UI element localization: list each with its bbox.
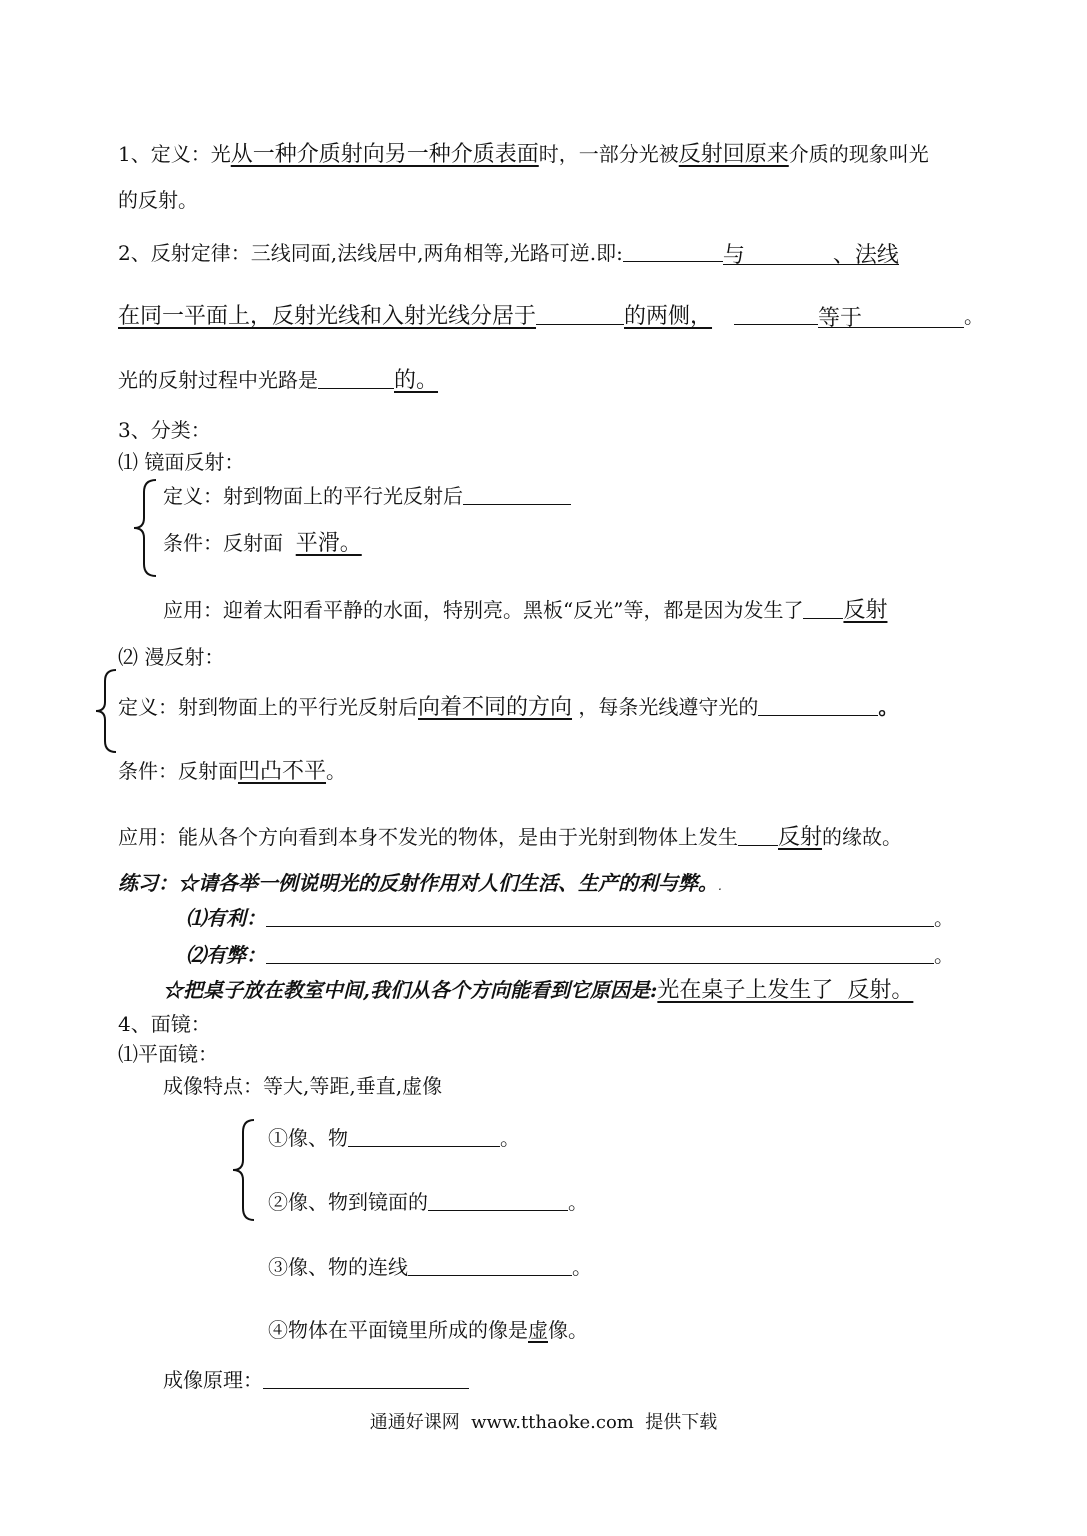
blank (536, 304, 624, 325)
blank-pro (266, 906, 934, 927)
blank (803, 598, 843, 619)
feature-3: ③像、物的连线 。 (268, 1255, 592, 1279)
blank-equals: 等于 (818, 307, 964, 328)
law-line-2: 在同一平面上，反射光线和入射光线分居于 的两侧， 等于 。 (118, 304, 985, 331)
practice-heading: 练习：☆请各举一例说明光的反射作用对人们生活、生产的利与弊。. (118, 871, 722, 895)
blank (428, 1190, 568, 1211)
practice-con: ⑵有弊： 。 (186, 943, 954, 967)
blank-with: 与 (723, 244, 833, 265)
law-line-1: 2、反射定律：三线同面,法线居中,两角相等,光路可逆.即: 与 、法线 (118, 241, 899, 268)
classification-title: 3、分类： (118, 418, 211, 442)
diffuse-definition: 定义：射到物面上的平行光反射后向着不同的方向 ，每条光线遵守光的 。 (118, 695, 899, 720)
imaging-principle: 成像原理： (163, 1366, 469, 1392)
definition-line-2: 的反射。 (118, 188, 198, 212)
diffuse-condition: 条件：反射面凹凸不平。 (118, 759, 347, 784)
page-footer: 通通好课网 www.tthaoke.com 提供下载 (369, 1412, 718, 1433)
blank (758, 695, 878, 716)
blank (738, 825, 778, 846)
specular-condition: 条件：反射面 平滑。 (163, 531, 362, 556)
specular-definition: 定义：射到物面上的平行光反射后 (163, 482, 571, 508)
specular-reflection-title: ⑴ 镜面反射： (118, 450, 245, 474)
blank (348, 1126, 500, 1147)
practice-pro: ⑴有利： 。 (186, 906, 954, 930)
blank (408, 1255, 572, 1276)
plane-mirror-title: ⑴平面镜： (118, 1042, 218, 1066)
blank (263, 1368, 469, 1389)
blank (623, 241, 723, 262)
blank (734, 304, 818, 325)
diffuse-reflection-title: ⑵ 漫反射： (118, 645, 225, 669)
mirrors-title: 4、面镜： (118, 1012, 211, 1036)
underlined-answer: 反射回原来 (678, 142, 789, 167)
diffuse-application: 应用：能从各个方向看到本身不发光的物体，是由于光射到物体上发生 反射的缘故。 (118, 825, 903, 850)
definition-line-1: 1、定义：光从一种介质射向另一种介质表面时，一部分光被反射回原来介质的现象叫光 (118, 142, 929, 167)
law-line-3: 光的反射过程中光路是 的。 (118, 368, 439, 393)
feature-2: ②像、物到镜面的 。 (268, 1190, 588, 1214)
imaging-features: 成像特点：等大,等距,垂直,虚像 (163, 1074, 443, 1098)
blank (318, 368, 394, 389)
feature-4: ④物体在平面镜里所成的像是虚像。 (268, 1318, 588, 1342)
practice-desk: ☆把桌子放在教室中间,我们从各个方向能看到它原因是:光在桌子上发生了 反射。 (163, 978, 914, 1003)
blank-normal: 、法线 (832, 243, 899, 268)
left-brace (228, 1118, 258, 1222)
blank (463, 484, 571, 505)
left-brace (130, 478, 160, 578)
blank-con (266, 943, 934, 964)
underlined-answer: 从一种介质射向另一种介质表面 (230, 142, 539, 167)
feature-1: ①像、物 。 (268, 1126, 520, 1150)
specular-application: 应用：迎着太阳看平静的水面，特别亮。黑板“反光”等，都是因为发生了 反射 (163, 598, 888, 623)
